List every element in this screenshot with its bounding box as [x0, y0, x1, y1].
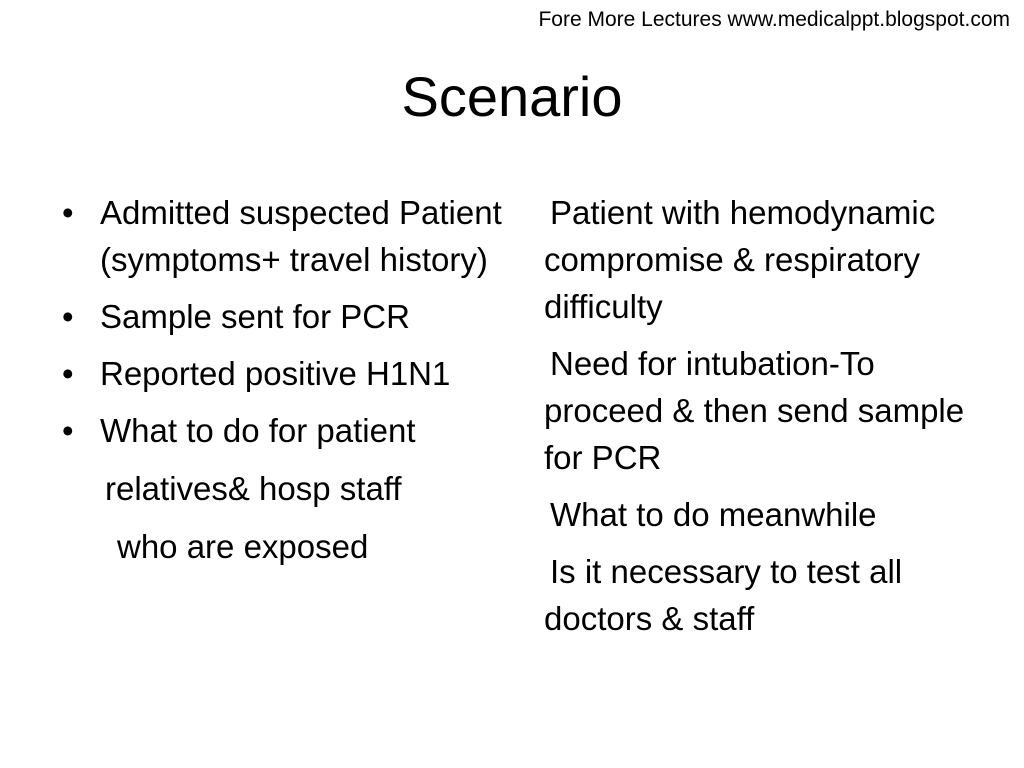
bullet-text: Reported positive H1N1 [100, 355, 451, 392]
bullet-item [56, 350, 506, 397]
left-column [56, 189, 506, 581]
right-paragraph: Is it necessary to test all doctors & staff [544, 553, 903, 637]
bullet-dot-icon: • [62, 355, 74, 392]
right-column [544, 189, 984, 652]
continuation-line: who are exposed [117, 528, 369, 565]
continuation-line: relatives& hosp staff [105, 470, 402, 507]
bullet-text: Admitted suspected Patient (symptoms+ travel history) [100, 194, 502, 278]
bullet-list [56, 189, 506, 454]
bullet-item [56, 189, 506, 283]
bullet-text: What to do for patient [100, 412, 416, 449]
right-paragraph: What to do meanwhile [550, 496, 877, 533]
right-paragraph: Need for intubation-To proceed & then send sample for PCR [544, 345, 965, 476]
slide-title: Scenario [401, 65, 623, 128]
header-credit: Fore More Lectures www.medicalppt.blogspot.com [538, 8, 1010, 31]
bullet-dot-icon: • [62, 194, 74, 231]
bullet-dot-icon: • [62, 298, 74, 335]
bullet-dot-icon: • [62, 412, 74, 449]
right-paragraph: Patient with hemodynamic compromise & respiratory difficulty [544, 194, 936, 325]
bullet-text: Sample sent for PCR [100, 298, 410, 335]
bullet-item [56, 407, 506, 454]
bullet-item [56, 293, 506, 340]
